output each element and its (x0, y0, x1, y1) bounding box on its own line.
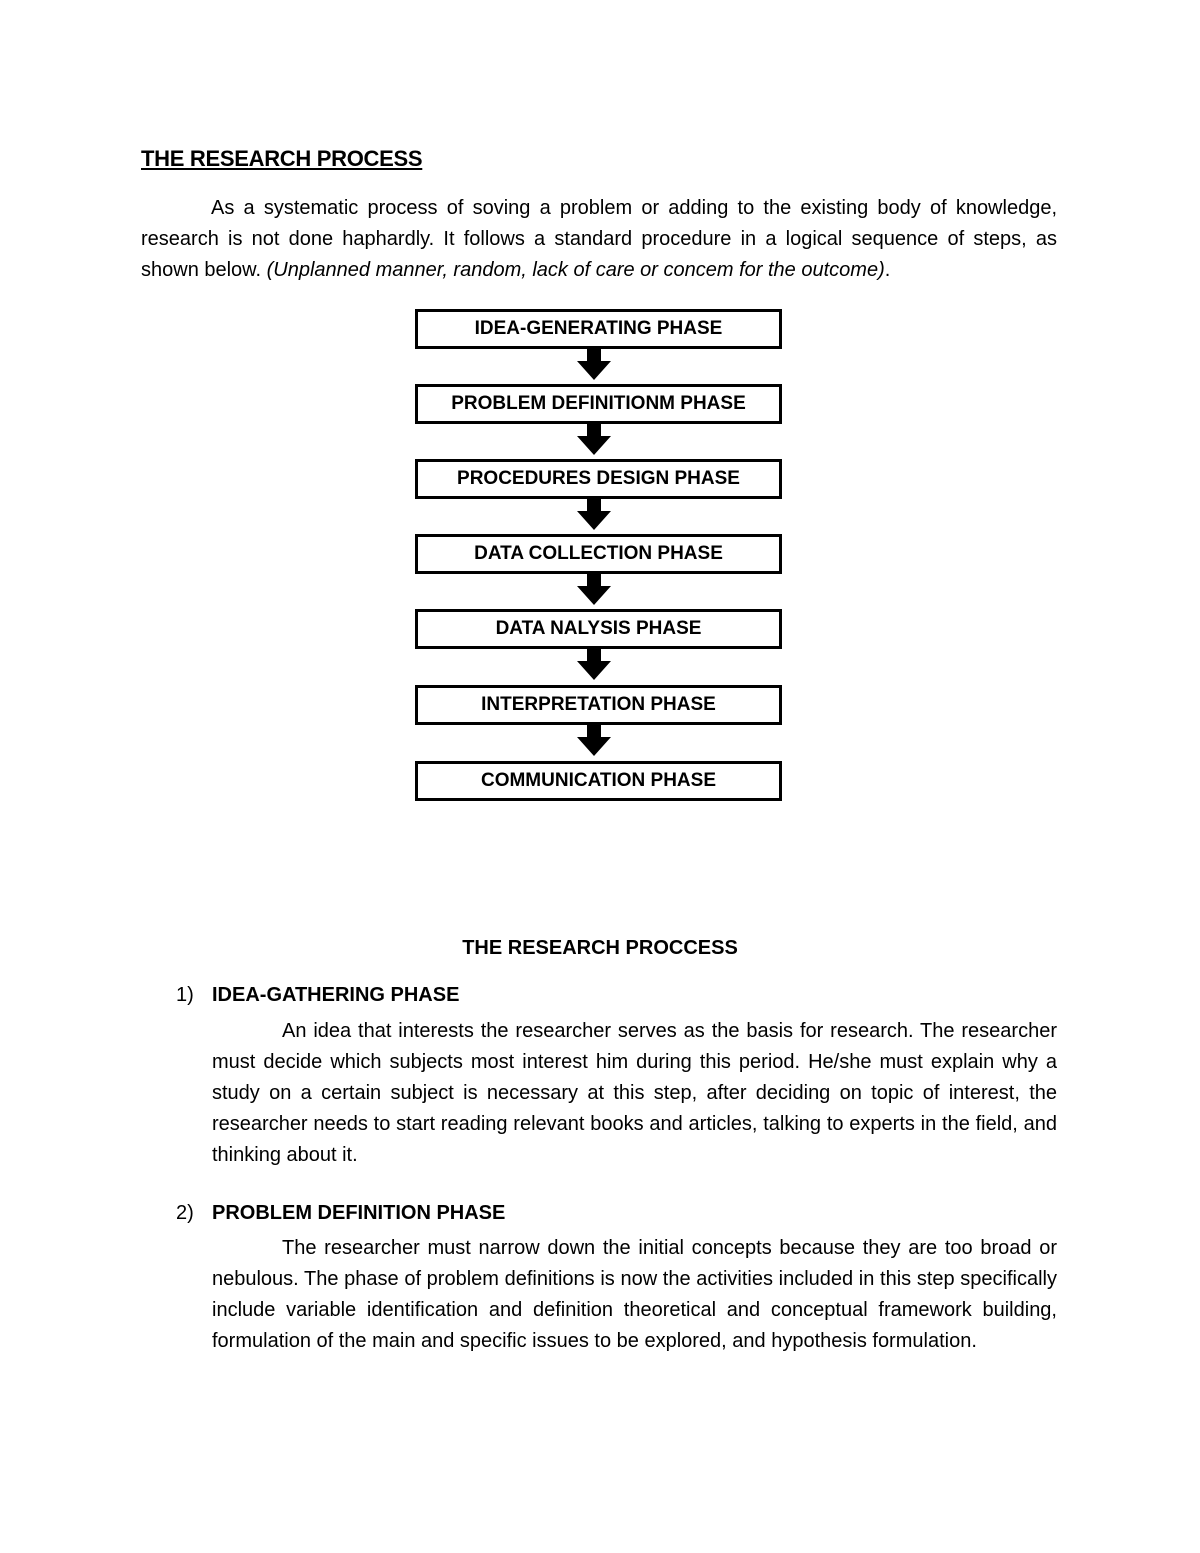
down-arrow-icon (577, 349, 611, 381)
flow-box-procedures-design: PROCEDURES DESIGN PHASE (415, 459, 782, 499)
down-arrow-icon (577, 424, 611, 456)
item-number: 2) (176, 1202, 194, 1224)
flow-box-interpretation: INTERPRETATION PHASE (415, 685, 782, 725)
item-body: An idea that interests the researcher serves as the basis for research. The researcher must decide which subjects most interest him during this period. He/she must explain why a study on a certain subject is necessary at this step, after deciding on topic of interest, the researcher needs to start reading relevant books and articles, talking to experts in the field, and thinking about it. (212, 1020, 1057, 1166)
down-arrow-icon (577, 649, 611, 681)
down-arrow-icon (577, 725, 611, 757)
down-arrow-icon (577, 574, 611, 606)
item-heading (176, 984, 459, 1007)
page-title: THE RESEARCH PROCESS (141, 146, 423, 171)
flow-box-idea-generating: IDEA-GENERATING PHASE (415, 309, 782, 349)
item-title: IDEA-GATHERING PHASE (212, 984, 460, 1006)
flow-box-communication: COMMUNICATION PHASE (415, 761, 782, 801)
flow-box-data-analysis: DATA NALYSIS PHASE (415, 609, 782, 649)
intro-paragraph (141, 193, 1057, 286)
intro-italic-note: (Unplanned manner, random, lack of care or concem for the outcome) (266, 259, 885, 281)
intro-text: As a systematic process of soving a problem or adding to the existing body of knowledge, research is not done haphardly. It follows a standard procedure in a logical sequence of steps, as shown below. (141, 197, 1057, 281)
item-body: The researcher must narrow down the initial concepts because they are too broad or nebulous. The phase of problem definitions is now the activities included in this step specifically include variable identification and definition theoretical and conceptual framework building, formulation of the main and specific issues to be explored, and hypothesis formulation. (212, 1237, 1057, 1352)
flow-box-problem-definition: PROBLEM DEFINITIONM PHASE (415, 384, 782, 424)
item-heading (176, 1202, 505, 1225)
flow-box-data-collection: DATA COLLECTION PHASE (415, 534, 782, 574)
item-number: 1) (176, 984, 194, 1006)
intro-end: . (884, 259, 891, 281)
section-title: THE RESEARCH PROCCESS (462, 937, 738, 959)
item-title: PROBLEM DEFINITION PHASE (212, 1202, 506, 1224)
down-arrow-icon (577, 499, 611, 531)
